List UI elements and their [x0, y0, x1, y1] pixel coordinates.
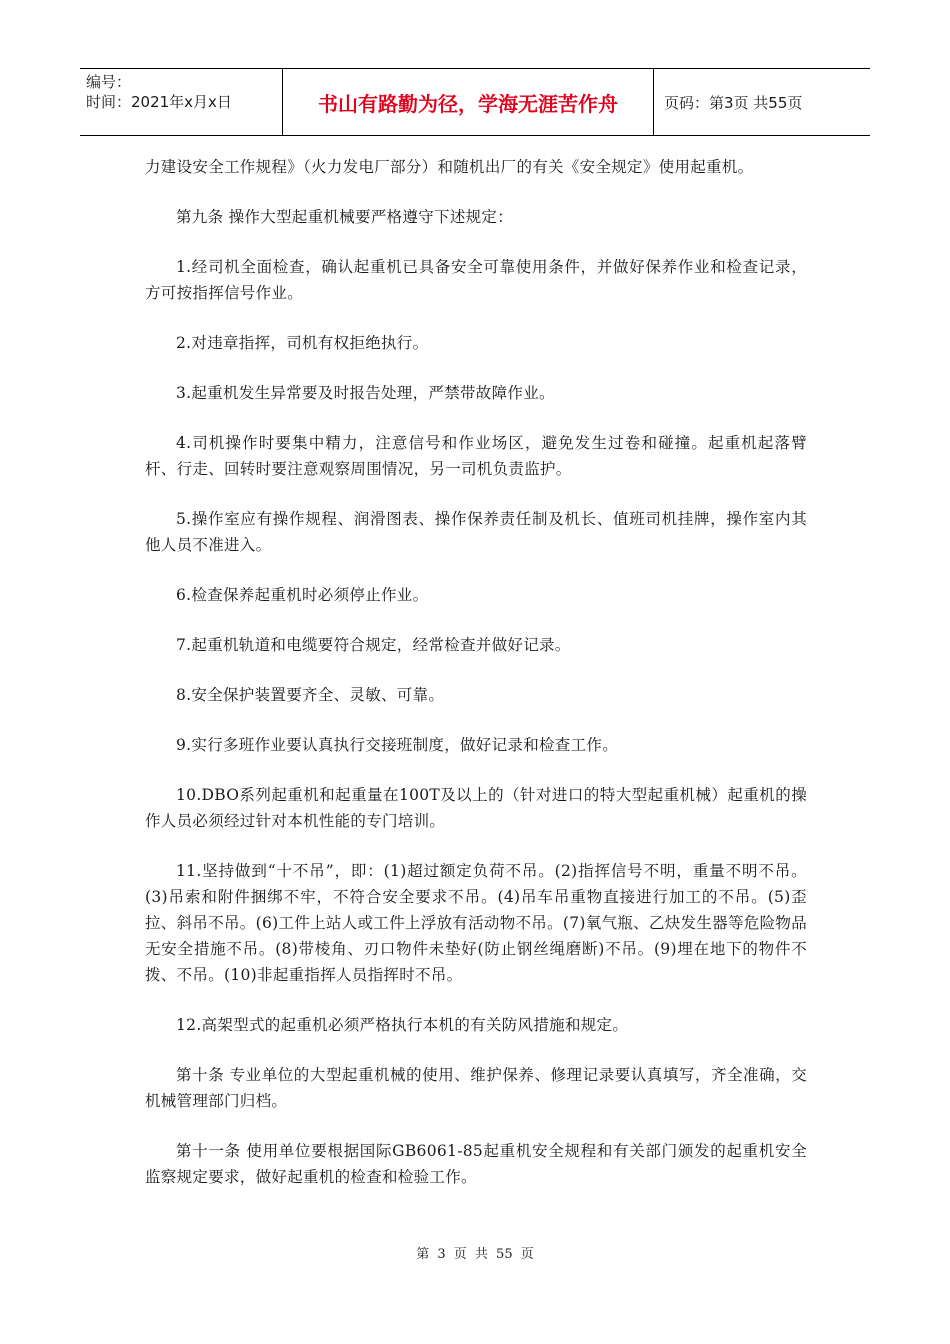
article-heading: 第九条 操作大型起重机械要严格遵守下述规定：	[176, 208, 514, 226]
header-motto: 书山有路勤为径，学海无涯苦作舟	[282, 69, 654, 135]
list-item: 2.对违章指挥，司机有权拒绝执行。	[176, 334, 429, 352]
page-footer: 第 3 页 共 55 页	[416, 1247, 534, 1262]
list-item: 7.起重机轨道和电缆要符合规定，经常检查并做好记录。	[176, 636, 571, 654]
page-header	[80, 68, 870, 136]
list-item: 10.DBO系列起重机和起重量在100T及以上的（针对进口的特大型起重机械）起重机的操作人员必须经过针对本机性能的专门培训。	[145, 786, 807, 830]
list-item: 11.坚持做到“十不吊”，即：(1)超过额定负荷不吊。(2)指挥信号不明，重量不明不吊。(3)吊索和附件捆绑不牢，不符合安全要求不吊。(4)吊车吊重物直接进行加工的不吊。(5)歪拉、斜吊不吊。(6)工件上站人或工件上浮放有活动物不吊。(7)氧气瓶、乙炔发生器等危险物品无安全措施不吊。(8)带棱角、刃口物件未垫好(防止钢丝绳磨断)不吊。(9)埋在地下的物件不拨、不吊。(10)非起重指挥人员指挥时不吊。	[145, 862, 807, 984]
document-number-label: 编号：	[86, 73, 132, 91]
list-item: 3.起重机发生异常要及时报告处理，严禁带故障作业。	[176, 384, 555, 402]
list-item: 12.高架型式的起重机必须严格执行本机的有关防风措施和规定。	[176, 1016, 629, 1034]
list-item: 8.安全保护装置要齐全、灵敏、可靠。	[176, 686, 445, 704]
list-item: 5.操作室应有操作规程、润滑图表、操作保养责任制及机长、值班司机挂牌，操作室内其他人员不准进入。	[145, 510, 807, 554]
article-paragraph: 第十条 专业单位的大型起重机械的使用、维护保养、修理记录要认真填写，齐全准确，交机械管理部门归档。	[145, 1066, 807, 1110]
list-item: 9.实行多班作业要认真执行交接班制度，做好记录和检查工作。	[176, 736, 618, 754]
list-item: 6.检查保养起重机时必须停止作业。	[176, 586, 429, 604]
list-item: 4.司机操作时要集中精力，注意信号和作业场区，避免发生过卷和碰撞。起重机起落臂杆、行走、回转时要注意观察周围情况，另一司机负责监护。	[145, 434, 807, 478]
document-body	[145, 154, 807, 1214]
header-meta	[80, 69, 282, 135]
list-item: 1.经司机全面检查，确认起重机已具备安全可靠使用条件，并做好保养作业和检查记录，方可按指挥信号作业。	[145, 258, 807, 302]
paragraph: 力建设安全工作规程》（火力发电厂部分）和随机出厂的有关《安全规定》使用起重机。	[145, 158, 754, 176]
document-time-label: 时间：2021年x月x日	[86, 93, 232, 111]
header-page-info: 页码：第3页 共55页	[664, 93, 803, 112]
article-paragraph: 第十一条 使用单位要根据国际GB6061-85起重机安全规程和有关部门颁发的起重机安全监察规定要求，做好起重机的检查和检验工作。	[145, 1142, 807, 1186]
